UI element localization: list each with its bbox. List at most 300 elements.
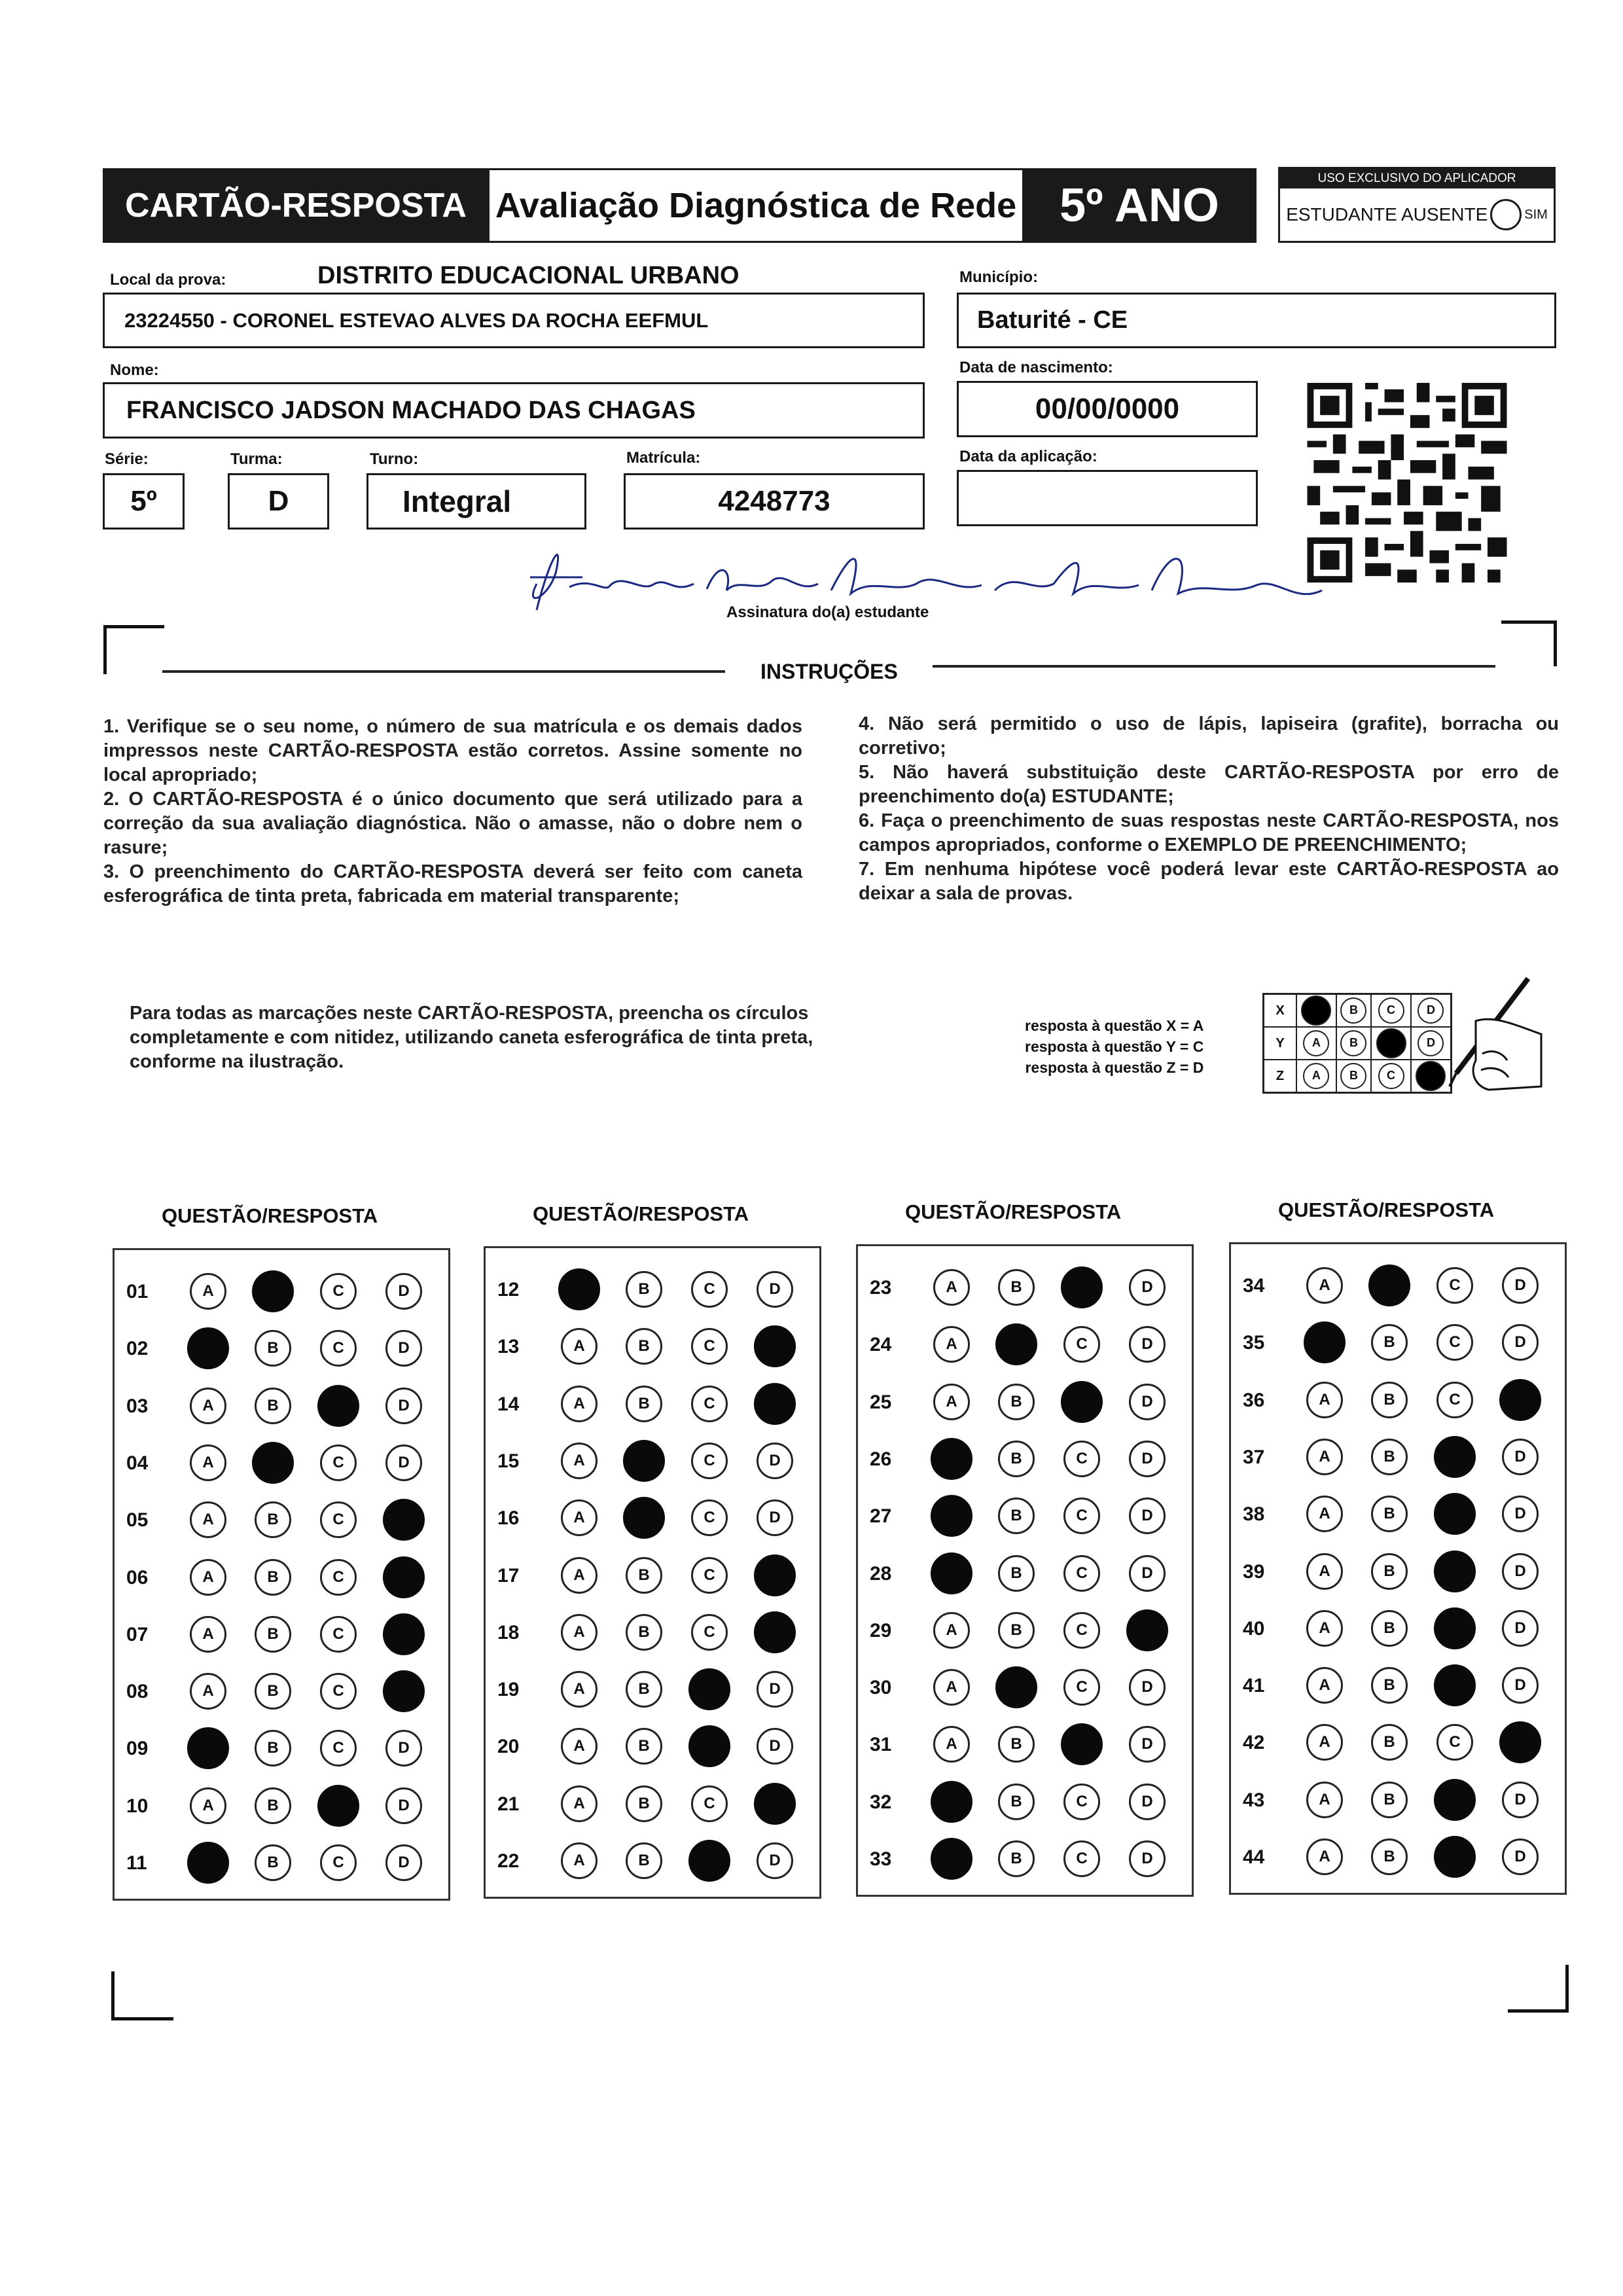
bubble-b-filled[interactable]: B [1368, 1265, 1410, 1306]
question-number: 16 [497, 1507, 520, 1530]
bubble-b[interactable]: B [1371, 1496, 1408, 1532]
question-number: 43 [1243, 1789, 1265, 1811]
answer-row [858, 1725, 1192, 1764]
bubble-d[interactable]: D [1502, 1267, 1539, 1304]
bubble-d[interactable]: D [757, 1499, 793, 1536]
bubble-a[interactable]: A [1306, 1610, 1343, 1647]
example-line: resposta à questão X = A [1025, 1017, 1204, 1034]
bubble-a[interactable]: A [933, 1612, 970, 1649]
bubble-d[interactable]: D [385, 1844, 422, 1881]
question-number: 09 [126, 1738, 149, 1760]
bubble-b[interactable]: B [255, 1787, 291, 1824]
column-title: QUESTÃO/RESPOSTA [905, 1200, 1122, 1223]
question-number: 14 [497, 1393, 520, 1415]
bubble-a[interactable]: A [561, 1386, 597, 1422]
bubble-d[interactable]: D [1129, 1384, 1166, 1420]
question-number: 11 [126, 1852, 147, 1874]
bubble-c[interactable]: C [320, 1444, 357, 1481]
bubble-d-filled[interactable]: D [1126, 1609, 1168, 1651]
bubble-a[interactable]: A [933, 1669, 970, 1706]
bubble-a[interactable]: A [190, 1616, 226, 1653]
answer-row [858, 1496, 1192, 1535]
answer-row [115, 1386, 448, 1426]
absent-option: SIM [1524, 207, 1548, 222]
divider-right [933, 665, 1495, 668]
bubble-c-filled[interactable]: C [317, 1385, 359, 1427]
serie-label: Série: [105, 450, 149, 468]
bubble-d[interactable]: D [385, 1787, 422, 1824]
bubble-a[interactable]: A [561, 1328, 597, 1365]
answer-row [115, 1272, 448, 1311]
bubble-a-filled[interactable]: A [1304, 1321, 1346, 1363]
answer-row [1231, 1723, 1565, 1762]
question-number: 30 [870, 1677, 892, 1699]
nascimento-field: 00/00/0000 [957, 381, 1258, 437]
bubble-c[interactable]: C [320, 1844, 357, 1881]
bubble-c[interactable]: C [320, 1559, 357, 1596]
bubble-a[interactable]: A [933, 1384, 970, 1420]
bubble-a[interactable]: A [1306, 1553, 1343, 1590]
bubble-a[interactable]: A [1306, 1439, 1343, 1475]
bubble-c[interactable]: C [691, 1557, 728, 1594]
bubble-c[interactable]: C [691, 1386, 728, 1422]
bubble-b[interactable]: B [998, 1840, 1035, 1877]
bubble-a[interactable]: A [1306, 1839, 1343, 1875]
bubble-c-filled[interactable]: C [1434, 1493, 1476, 1535]
bubble-d[interactable]: D [385, 1730, 422, 1767]
question-number: 26 [870, 1448, 892, 1470]
turma-label: Turma: [230, 450, 283, 468]
answer-row [486, 1441, 819, 1480]
answer-row [486, 1784, 819, 1823]
question-number: 28 [870, 1562, 892, 1585]
question-number: 24 [870, 1334, 892, 1356]
answer-row [486, 1670, 819, 1709]
bubble-a[interactable]: A [561, 1443, 597, 1479]
bubble-c[interactable]: C [1063, 1555, 1100, 1592]
instruction-item: 5. Não haverá substituição deste CARTÃO-RESPOSTA por erro de preenchimento do(a) ESTUDANTE; [859, 762, 1559, 807]
bubble-b[interactable]: B [255, 1559, 291, 1596]
bubble-d[interactable]: D [757, 1842, 793, 1879]
answer-column-1 [113, 1248, 450, 1901]
bubble-d-filled[interactable]: D [754, 1611, 796, 1653]
answer-row [486, 1327, 819, 1366]
bubble-d[interactable]: D [1502, 1324, 1539, 1361]
bubble-c-filled[interactable]: C [1061, 1723, 1103, 1765]
question-number: 39 [1243, 1560, 1265, 1583]
bubble-d[interactable]: D [385, 1273, 422, 1310]
answer-row [115, 1443, 448, 1482]
bubble-c[interactable]: C [1436, 1724, 1473, 1761]
bubble-d[interactable]: D [385, 1444, 422, 1481]
bubble-b[interactable]: B [998, 1555, 1035, 1592]
bubble-a[interactable]: A [190, 1787, 226, 1824]
bubble-d[interactable]: D [1129, 1784, 1166, 1820]
bubble-a-filled[interactable]: A [187, 1327, 229, 1369]
column-title: QUESTÃO/RESPOSTA [1278, 1198, 1495, 1221]
bubble-c[interactable]: C [691, 1271, 728, 1308]
bubble-c[interactable]: C [1063, 1840, 1100, 1877]
bubble-c[interactable]: C [691, 1614, 728, 1651]
bubble-a[interactable]: A [561, 1499, 597, 1536]
bubble-d-filled[interactable]: D [754, 1783, 796, 1825]
divider-left [162, 670, 725, 673]
bubble-b[interactable]: B [1371, 1610, 1408, 1647]
bubble-b-filled[interactable]: B [995, 1666, 1037, 1708]
bubble-a[interactable]: A [1306, 1496, 1343, 1532]
question-number: 06 [126, 1566, 149, 1588]
bubble-b[interactable]: B [998, 1269, 1035, 1306]
question-number: 12 [497, 1279, 520, 1300]
column-title: QUESTÃO/RESPOSTA [162, 1204, 378, 1227]
question-number: 42 [1243, 1732, 1265, 1754]
bubble-b-filled[interactable]: B [623, 1440, 665, 1482]
question-number: 32 [870, 1791, 892, 1813]
bubble-d[interactable]: D [385, 1388, 422, 1424]
question-number: 36 [1243, 1389, 1265, 1411]
question-number: 19 [497, 1679, 520, 1701]
question-number: 33 [870, 1848, 892, 1870]
question-number: 25 [870, 1391, 892, 1413]
bubble-b[interactable]: B [1371, 1667, 1408, 1704]
answer-row [486, 1613, 819, 1652]
bubble-d-filled[interactable]: D [383, 1613, 425, 1655]
bubble-c[interactable]: C [320, 1273, 357, 1310]
turma-field: D [228, 473, 329, 529]
example-bubble: C [1378, 1063, 1404, 1089]
bubble-b[interactable]: B [1371, 1382, 1408, 1418]
example-legend [1025, 1015, 1204, 1078]
bubble-c[interactable]: C [1063, 1612, 1100, 1649]
bubble-a[interactable]: A [1306, 1267, 1343, 1304]
bubble-c-filled[interactable]: C [317, 1785, 359, 1827]
bubble-a[interactable]: A [561, 1557, 597, 1594]
answer-row [115, 1729, 448, 1768]
question-number: 05 [126, 1509, 149, 1532]
bubble-c-filled[interactable]: C [688, 1668, 730, 1710]
example-line: resposta à questão Y = C [1025, 1038, 1204, 1055]
bubble-a[interactable]: A [1306, 1782, 1343, 1818]
bubble-a[interactable]: A [190, 1559, 226, 1596]
bubble-b[interactable]: B [1371, 1724, 1408, 1761]
bubble-a[interactable]: A [933, 1726, 970, 1763]
bubble-b[interactable]: B [1371, 1439, 1408, 1475]
answer-row [115, 1672, 448, 1711]
example-bubble: A [1303, 1063, 1329, 1089]
example-bubble: B [1340, 997, 1366, 1024]
question-number: 31 [870, 1734, 892, 1756]
bubble-a-filled[interactable]: A [187, 1727, 229, 1769]
bubble-b[interactable]: B [626, 1557, 662, 1594]
answer-row [858, 1611, 1192, 1650]
bubble-c[interactable]: C [1436, 1324, 1473, 1361]
example-bubble: D [1418, 1030, 1444, 1056]
bubble-d[interactable]: D [1502, 1553, 1539, 1590]
question-number: 10 [126, 1795, 149, 1817]
instruction-item: 1. Verifique se o seu nome, o número de sua matrícula e os demais dados impressos neste CARTÃO-RESPOSTA estão corretos. Assine somente no local apropriado; [103, 716, 802, 785]
question-number: 37 [1243, 1446, 1265, 1468]
bubble-b[interactable]: B [1371, 1324, 1408, 1361]
bubble-b-filled[interactable]: B [252, 1442, 294, 1484]
bubble-a[interactable]: A [190, 1673, 226, 1710]
bubble-d[interactable]: D [1502, 1439, 1539, 1475]
answer-row [486, 1727, 819, 1766]
bubble-d[interactable]: D [1502, 1782, 1539, 1818]
bubble-d-filled[interactable]: D [754, 1383, 796, 1425]
absent-label: ESTUDANTE AUSENTE [1286, 204, 1488, 224]
bubble-c[interactable]: C [1436, 1382, 1473, 1418]
bubble-c[interactable]: C [1436, 1267, 1473, 1304]
bubble-b[interactable]: B [626, 1671, 662, 1708]
example-bubble: A [1303, 1030, 1329, 1056]
bubble-b-filled[interactable]: B [623, 1497, 665, 1539]
question-number: 29 [870, 1619, 892, 1641]
bubble-d[interactable]: D [1502, 1667, 1539, 1704]
bubble-c-filled[interactable]: C [1434, 1436, 1476, 1478]
nome-field: FRANCISCO JADSON MACHADO DAS CHAGAS [103, 382, 925, 439]
bubble-b[interactable]: B [626, 1271, 662, 1308]
bubble-c[interactable]: C [320, 1616, 357, 1653]
bubble-a[interactable]: A [1306, 1667, 1343, 1704]
answer-row [1231, 1380, 1565, 1420]
bubble-c[interactable]: C [691, 1499, 728, 1536]
bubble-a-filled[interactable]: A [931, 1781, 972, 1823]
bubble-b[interactable]: B [255, 1730, 291, 1767]
bubble-b[interactable]: B [255, 1844, 291, 1881]
absent-box [1278, 167, 1556, 243]
answer-row [858, 1439, 1192, 1479]
bubble-b[interactable]: B [998, 1384, 1035, 1420]
bubble-c[interactable]: C [691, 1443, 728, 1479]
bubble-a[interactable]: A [933, 1326, 970, 1363]
question-number: 20 [497, 1736, 520, 1758]
bubble-c-filled[interactable]: C [1061, 1266, 1103, 1308]
answer-row [858, 1668, 1192, 1707]
bubble-a-filled[interactable]: A [931, 1552, 972, 1594]
bubble-d[interactable]: D [1129, 1555, 1166, 1592]
bubble-b[interactable]: B [626, 1614, 662, 1651]
question-number: 03 [126, 1395, 149, 1417]
bubble-d[interactable]: D [757, 1728, 793, 1765]
question-number: 34 [1243, 1275, 1265, 1297]
bubble-c-filled[interactable]: C [1434, 1836, 1476, 1878]
bubble-c-filled[interactable]: C [688, 1840, 730, 1882]
bubble-d-filled[interactable]: D [754, 1554, 796, 1596]
question-number: 40 [1243, 1617, 1265, 1640]
bubble-d[interactable]: D [1129, 1326, 1166, 1363]
bubble-a[interactable]: A [190, 1388, 226, 1424]
question-number: 21 [497, 1793, 520, 1815]
bubble-b[interactable]: B [626, 1785, 662, 1822]
bubble-d[interactable]: D [757, 1443, 793, 1479]
local-label: Local da prova: [110, 271, 226, 289]
bubble-b[interactable]: B [998, 1498, 1035, 1534]
instructions-right [859, 712, 1559, 906]
example-bubble: C [1378, 997, 1404, 1024]
bubble-a-filled[interactable]: A [931, 1838, 972, 1880]
aplicacao-label: Data da aplicação: [959, 448, 1097, 465]
bubble-d[interactable]: D [1129, 1441, 1166, 1477]
bubble-b[interactable]: B [626, 1386, 662, 1422]
bubble-c-filled[interactable]: C [1434, 1607, 1476, 1649]
answer-row [115, 1843, 448, 1882]
question-number: 15 [497, 1450, 520, 1472]
bubble-d[interactable]: D [1502, 1610, 1539, 1647]
bubble-d[interactable]: D [1502, 1496, 1539, 1532]
bubble-a[interactable]: A [190, 1273, 226, 1310]
bubble-a[interactable]: A [561, 1842, 597, 1879]
bubble-a-filled[interactable]: A [187, 1842, 229, 1884]
bubble-c-filled[interactable]: C [1061, 1381, 1103, 1423]
bubble-a[interactable]: A [190, 1501, 226, 1538]
answer-row [1231, 1323, 1565, 1362]
corner-mark-bottom-left [111, 1971, 173, 2020]
bubble-a[interactable]: A [190, 1444, 226, 1481]
question-number: 41 [1243, 1675, 1265, 1697]
bubble-d[interactable]: D [1129, 1269, 1166, 1306]
turno-label: Turno: [370, 450, 419, 468]
bubble-a[interactable]: A [1306, 1724, 1343, 1761]
answer-row [1231, 1437, 1565, 1477]
bubble-c-filled[interactable]: C [1434, 1779, 1476, 1821]
absent-checkbox[interactable] [1490, 199, 1522, 230]
bubble-b[interactable]: B [626, 1728, 662, 1765]
bubble-a-filled[interactable]: A [931, 1495, 972, 1537]
answer-column-4 [1229, 1242, 1567, 1895]
bubble-c-filled[interactable]: C [688, 1725, 730, 1767]
serie-field: 5º [103, 473, 185, 529]
answer-row [1231, 1266, 1565, 1305]
example-bubble: B [1340, 1063, 1366, 1089]
bubble-b[interactable]: B [998, 1441, 1035, 1477]
bubble-b[interactable]: B [1371, 1782, 1408, 1818]
card-title: CARTÃO-RESPOSTA [103, 168, 489, 243]
instruction-item: 2. O CARTÃO-RESPOSTA é o único documento que será utilizado para a correção da sua avaliação diagnóstica. Não o amasse, não o dobre nem o rasure; [103, 789, 802, 858]
bubble-b-filled[interactable]: B [252, 1270, 294, 1312]
bubble-b[interactable]: B [255, 1616, 291, 1653]
bubble-d-filled[interactable]: D [383, 1556, 425, 1598]
bubble-c[interactable]: C [1063, 1441, 1100, 1477]
bubble-c[interactable]: C [320, 1673, 357, 1710]
answer-row [858, 1554, 1192, 1593]
example-bubble: A [1301, 996, 1331, 1026]
aplicacao-field [957, 470, 1258, 526]
bubble-a[interactable]: A [1306, 1382, 1343, 1418]
instruction-item: 6. Faça o preenchimento de suas respostas neste CARTÃO-RESPOSTA, nos campos apropriados, conforme o EXEMPLO DE PREENCHIMENTO; [859, 810, 1559, 855]
bubble-b[interactable]: B [1371, 1553, 1408, 1590]
bubble-b[interactable]: B [626, 1328, 662, 1365]
answer-row [858, 1782, 1192, 1821]
bubble-d[interactable]: D [757, 1271, 793, 1308]
answer-row [1231, 1494, 1565, 1534]
bubble-b-filled[interactable]: B [995, 1323, 1037, 1365]
bubble-c[interactable]: C [320, 1330, 357, 1367]
bubble-b[interactable]: B [255, 1388, 291, 1424]
question-number: 27 [870, 1505, 892, 1528]
bubble-c[interactable]: C [320, 1730, 357, 1767]
bubble-a[interactable]: A [561, 1785, 597, 1822]
bubble-d-filled[interactable]: D [1499, 1721, 1541, 1763]
question-number: 02 [126, 1338, 149, 1360]
bubble-d[interactable]: D [1129, 1840, 1166, 1877]
bubble-a[interactable]: A [561, 1671, 597, 1708]
question-number: 07 [126, 1623, 149, 1645]
bubble-d-filled[interactable]: D [1499, 1379, 1541, 1421]
bubble-d-filled[interactable]: D [383, 1670, 425, 1712]
instructions-title: INSTRUÇÕES [760, 660, 898, 683]
bubble-d[interactable]: D [1129, 1498, 1166, 1534]
bubble-d[interactable]: D [1129, 1726, 1166, 1763]
bubble-c-filled[interactable]: C [1434, 1551, 1476, 1592]
example-bubble: D [1416, 1061, 1446, 1091]
question-number: 13 [497, 1336, 520, 1358]
instruction-item: 7. Em nenhuma hipótese você poderá levar este CARTÃO-RESPOSTA ao deixar a sala de provas. [859, 859, 1559, 904]
bubble-c[interactable]: C [320, 1501, 357, 1538]
bubble-b[interactable]: B [998, 1784, 1035, 1820]
example-bubble: C [1376, 1028, 1406, 1058]
bubble-b[interactable]: B [255, 1330, 291, 1367]
example-bubble: B [1340, 1030, 1366, 1056]
grade-badge: 5º ANO [1022, 168, 1257, 243]
question-number: 17 [497, 1564, 520, 1587]
answer-row [486, 1270, 819, 1309]
bubble-b[interactable]: B [626, 1842, 662, 1879]
bubble-a-filled[interactable]: A [558, 1268, 600, 1310]
bubble-b[interactable]: B [998, 1612, 1035, 1649]
bubble-c[interactable]: C [1063, 1326, 1100, 1363]
question-number: 01 [126, 1281, 149, 1302]
bubble-d[interactable]: D [1502, 1839, 1539, 1875]
answer-row [486, 1556, 819, 1595]
bubble-d-filled[interactable]: D [754, 1325, 796, 1367]
turno-field: Integral [366, 473, 586, 529]
bubble-c[interactable]: C [691, 1785, 728, 1822]
answer-row [115, 1615, 448, 1654]
answer-row [1231, 1609, 1565, 1648]
bubble-d[interactable]: D [385, 1330, 422, 1367]
answer-row [115, 1558, 448, 1597]
bubble-c[interactable]: C [691, 1328, 728, 1365]
bubble-b[interactable]: B [1371, 1839, 1408, 1875]
matricula-field: 4248773 [624, 473, 925, 529]
bubble-a[interactable]: A [561, 1728, 597, 1765]
bubble-a[interactable]: A [933, 1269, 970, 1306]
municipio-label: Município: [959, 268, 1038, 286]
bubble-a[interactable]: A [561, 1614, 597, 1651]
bubble-c-filled[interactable]: C [1434, 1664, 1476, 1706]
bubble-b[interactable]: B [255, 1673, 291, 1710]
bubble-b[interactable]: B [255, 1501, 291, 1538]
question-number: 38 [1243, 1503, 1265, 1526]
bubble-a-filled[interactable]: A [931, 1438, 972, 1480]
bubble-d[interactable]: D [1129, 1669, 1166, 1706]
example-bubble: D [1418, 997, 1444, 1024]
answer-row [858, 1839, 1192, 1878]
bubble-c[interactable]: C [1063, 1669, 1100, 1706]
bubble-c[interactable]: C [1063, 1498, 1100, 1534]
question-number: 04 [126, 1452, 149, 1474]
instructions-left [103, 715, 802, 908]
bubble-b[interactable]: B [998, 1726, 1035, 1763]
answer-row [115, 1329, 448, 1368]
answer-row [858, 1325, 1192, 1364]
school-field: 23224550 - CORONEL ESTEVAO ALVES DA ROCHA EEFMUL [103, 293, 925, 348]
bubble-c[interactable]: C [1063, 1784, 1100, 1820]
bubble-d[interactable]: D [757, 1671, 793, 1708]
answer-column-3 [856, 1244, 1194, 1897]
bubble-d-filled[interactable]: D [383, 1499, 425, 1541]
matricula-label: Matrícula: [626, 449, 701, 467]
